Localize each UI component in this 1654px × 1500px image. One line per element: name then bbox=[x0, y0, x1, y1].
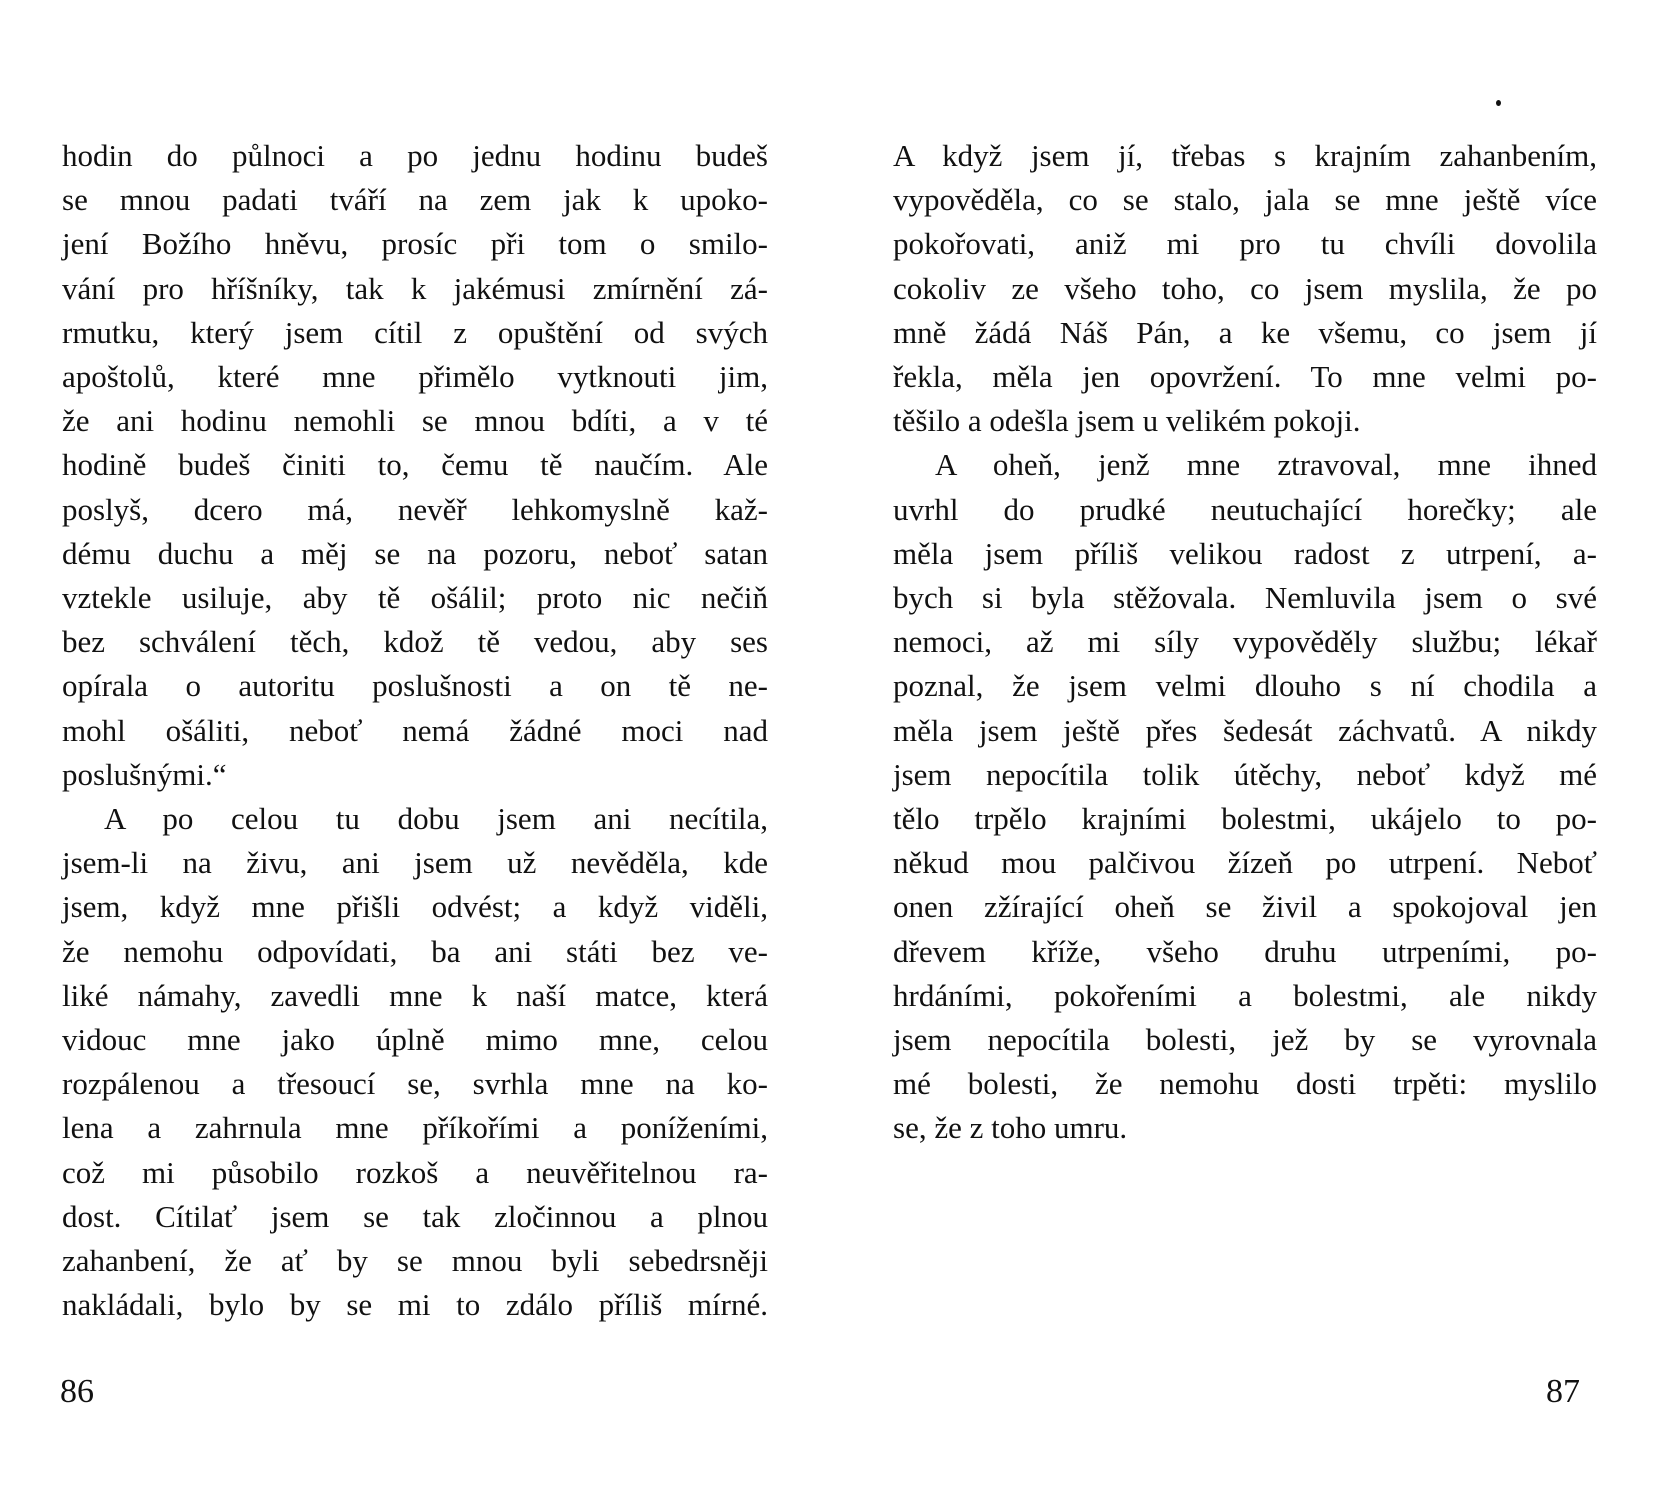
right-page bbox=[827, 0, 1654, 1500]
text-line: A oheň, jenž mne ztravoval, mne ihned bbox=[935, 447, 1597, 483]
text-line: vidouc mne jako úplně mimo mne, celou bbox=[62, 1022, 768, 1058]
text-line: rmutku, který jsem cítil z opuštění od svých bbox=[62, 314, 768, 350]
left-page-number: 86 bbox=[60, 1373, 94, 1410]
text-line: hodině budeš činiti to, čemu tě naučím. Ale bbox=[62, 447, 768, 483]
text-line: řekla, měla jen opovržení. To mne velmi po- bbox=[893, 359, 1597, 395]
ink-speck bbox=[1496, 100, 1501, 106]
text-line: dřevem kříže, všeho druhu utrpeními, po- bbox=[893, 933, 1597, 969]
text-line: těšilo a odešla jsem u velikém pokoji. bbox=[893, 403, 1361, 439]
text-line: se, že z toho umru. bbox=[893, 1110, 1128, 1146]
text-line: někud mou palčivou žízeň po utrpení. Neboť bbox=[893, 845, 1597, 881]
text-line: onen zžírající oheň se živil a spokojoval jen bbox=[893, 889, 1597, 925]
text-line: poslušnými.“ bbox=[62, 756, 227, 792]
text-line: dost. Cítilať jsem se tak zločinnou a plnou bbox=[62, 1198, 768, 1234]
text-line: hodin do půlnoci a po jednu hodinu budeš bbox=[62, 138, 768, 173]
right-page-text bbox=[893, 134, 1597, 1151]
text-line: A po celou tu dobu jsem ani necítila, bbox=[104, 801, 768, 837]
text-line: lena a zahrnula mne příkořími a poníženími, bbox=[62, 1110, 768, 1146]
text-line: jsem-li na živu, ani jsem už nevěděla, kde bbox=[62, 845, 768, 881]
text-line: měla jsem ještě přes šedesát záchvatů. A nikdy bbox=[893, 712, 1597, 748]
text-line: vání pro hříšníky, tak k jakémusi zmírnění zá- bbox=[62, 270, 768, 306]
text-line: mé bolesti, že nemohu dosti trpěti: myslilo bbox=[893, 1066, 1597, 1102]
text-line: že ani hodinu nemohli se mnou bdíti, a v té bbox=[62, 403, 768, 439]
text-line: liké námahy, zavedli mne k naší matce, která bbox=[62, 977, 768, 1013]
text-line: A když jsem jí, třebas s krajním zahanbením, bbox=[893, 138, 1597, 173]
text-line: mně žádá Náš Pán, a ke všemu, co jsem jí bbox=[893, 314, 1597, 350]
text-line: poslyš, dcero má, nevěř lehkomyslně kaž- bbox=[62, 491, 768, 527]
text-line: vztekle usiluje, aby tě ošálil; proto nic nečiň bbox=[62, 580, 768, 616]
text-line: dému duchu a měj se na pozoru, neboť satan bbox=[62, 535, 768, 571]
text-line: což mi působilo rozkoš a neuvěřitelnou ra- bbox=[62, 1154, 768, 1190]
text-line: poznal, že jsem velmi dlouho s ní chodila a bbox=[893, 668, 1597, 704]
text-line: nakládali, bylo by se mi to zdálo příliš mírné. bbox=[62, 1287, 768, 1323]
text-line: pokořovati, aniž mi pro tu chvíli dovolila bbox=[893, 226, 1597, 262]
text-line: opírala o autoritu poslušnosti a on tě ne- bbox=[62, 668, 768, 704]
text-line: mohl ošáliti, neboť nemá žádné moci nad bbox=[62, 712, 768, 748]
text-line: nemoci, až mi síly vypověděly službu; lékař bbox=[893, 624, 1597, 660]
text-line: apoštolů, které mne přimělo vytknouti jim, bbox=[62, 359, 768, 395]
text-line: jsem, když mne přišli odvést; a když viděli, bbox=[62, 889, 768, 925]
text-line: bez schválení těch, kdož tě vedou, aby ses bbox=[62, 624, 768, 660]
text-line: tělo trpělo krajními bolestmi, ukájelo to po- bbox=[893, 801, 1597, 837]
text-line: uvrhl do prudké neutuchající horečky; ale bbox=[893, 491, 1597, 527]
text-line: zahanbení, že ať by se mnou byli sebedrsněji bbox=[62, 1243, 768, 1279]
text-line: cokoliv ze všeho toho, co jsem myslila, že po bbox=[893, 270, 1597, 306]
text-line: jení Božího hněvu, prosíc při tom o smilo- bbox=[62, 226, 768, 262]
text-line: měla jsem příliš velikou radost z utrpení, a- bbox=[893, 535, 1597, 571]
text-line: jsem nepocítila bolesti, jež by se vyrovnala bbox=[893, 1022, 1597, 1058]
text-line: rozpálenou a třesoucí se, svrhla mne na ko- bbox=[62, 1066, 768, 1102]
text-line: bych si byla stěžovala. Nemluvila jsem o své bbox=[893, 580, 1597, 616]
text-line: že nemohu odpovídati, ba ani státi bez ve- bbox=[62, 933, 768, 969]
text-line: se mnou padati tváří na zem jak k upoko- bbox=[62, 182, 768, 218]
text-line: jsem nepocítila tolik útěchy, neboť když mé bbox=[893, 756, 1597, 792]
left-page-text bbox=[62, 134, 768, 1327]
text-line: vypověděla, co se stalo, jala se mne ještě více bbox=[893, 182, 1597, 218]
text-line: hrdáními, pokořeními a bolestmi, ale nikdy bbox=[893, 977, 1597, 1013]
right-page-number: 87 bbox=[1546, 1373, 1580, 1410]
